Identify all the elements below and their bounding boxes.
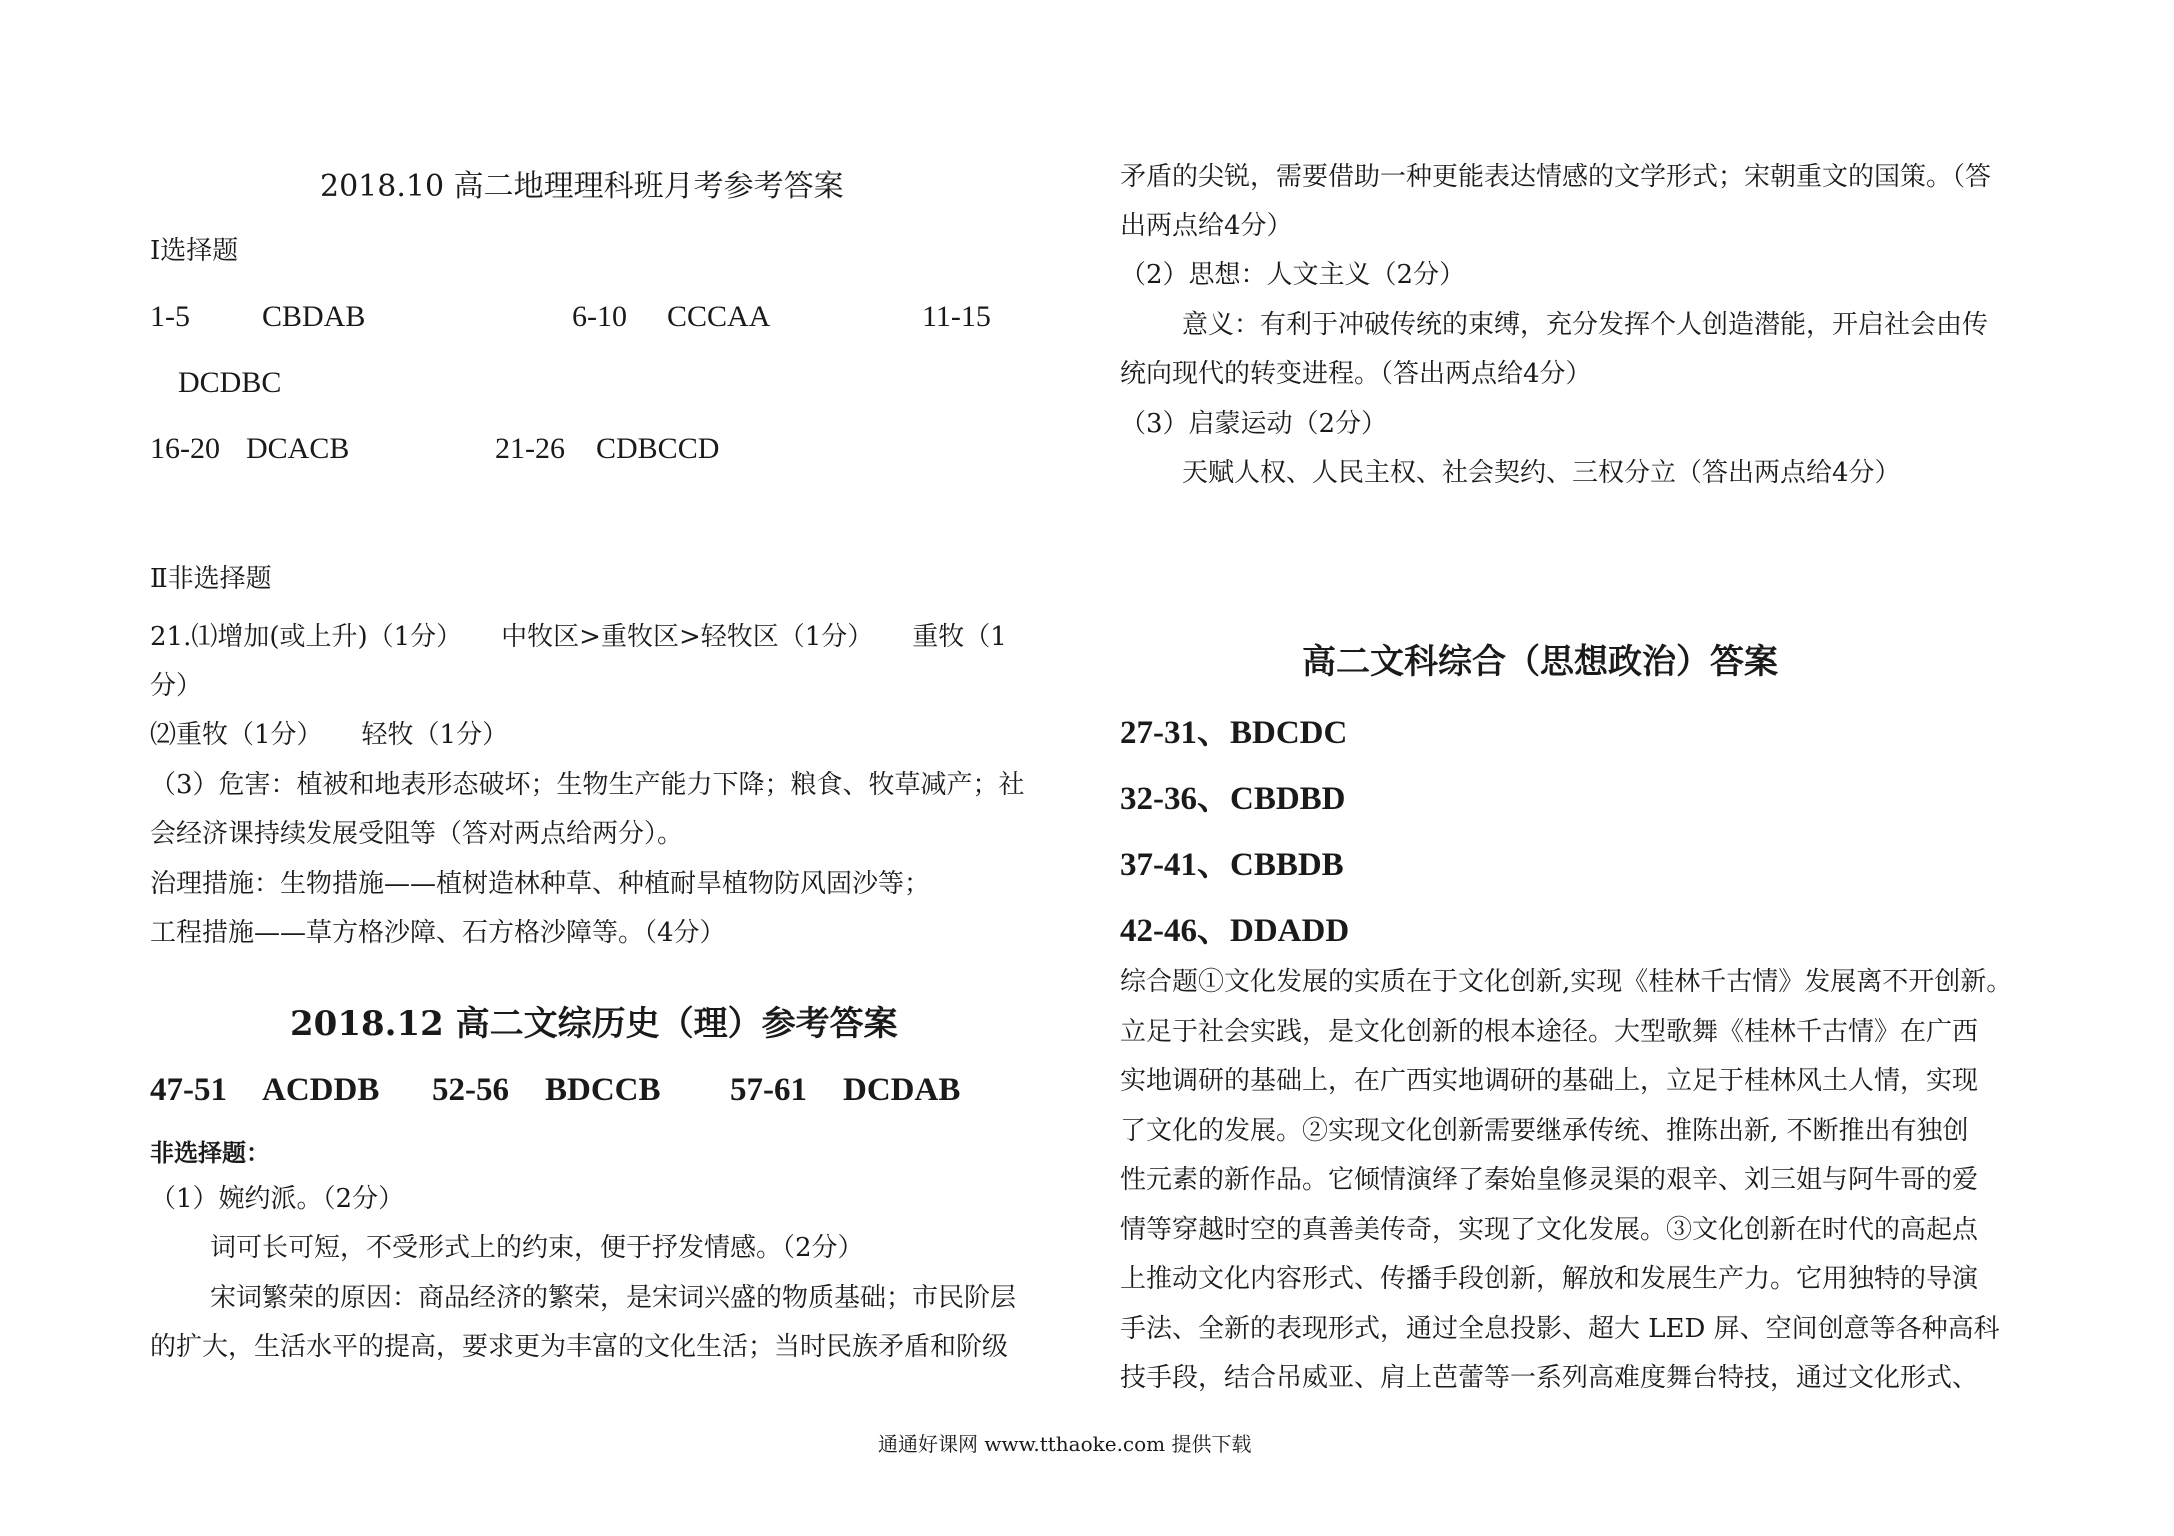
choice-answer: BDCCB [545,1072,661,1108]
choice-answer: CCCAA [667,300,771,333]
choice-range: 52-56 [432,1072,509,1108]
choice-answer: ACDDB [262,1072,380,1108]
choice-answer: CDBCCD [596,432,720,465]
text-line: 手法、全新的表现形式，通过全息投影、超大 LED 屏、空间创意等各种高科 [1120,1314,2000,1344]
text-line: 宋词繁荣的原因：商品经济的繁荣，是宋词兴盛的物质基础；市民阶层 [210,1283,1017,1313]
text-line: 综合题①文化发展的实质在于文化创新,实现《桂林千古情》发展离不开创新。 [1120,967,2013,997]
politics-title: 高二文科综合（思想政治）答案 [1302,642,1778,682]
text-line: 立足于社会实践，是文化创新的根本途径。大型歌舞《桂林千古情》在广西 [1120,1017,1979,1047]
text-line: 了文化的发展。②实现文化创新需要继承传统、推陈出新, 不断推出有独创 [1120,1116,1969,1146]
text-line: 情等穿越时空的真善美传奇，实现了文化发展。③文化创新在时代的高起点 [1120,1215,1979,1245]
geography-title: 2018.10 高二地理理科班月考参考答案 [320,169,844,204]
choice-range: 57-61 [730,1072,807,1108]
text-line: （3）危害：植被和地表形态破坏；生物生产能力下降；粮食、牧草减产；社 [150,770,1025,800]
history-title: 2018.12 高二文综历史（理）参考答案 [290,1004,898,1044]
choice-answer: 27-31、BDCDC [1120,715,1348,751]
text-line: （1）婉约派。（2分） [150,1184,405,1214]
text-line: 分） [150,671,203,701]
history-non-choice-heading: 非选择题： [150,1138,270,1167]
choice-range: 6-10 [572,300,627,333]
text-line: 天赋人权、人民主权、社会契约、三权分立（答出两点给4分） [1182,458,1901,488]
text-line: 意义：有利于冲破传统的束缚，充分发挥个人创造潜能，开启社会由传 [1182,310,1989,340]
text-line: 词可长可短，不受形式上的约束，便于抒发情感。（2分） [210,1233,864,1263]
text-line: 21.⑴增加(或上升)（1分） 中牧区>重牧区>轻牧区（1分） 重牧（1 [150,622,1007,652]
text-line: （2）思想：人文主义（2分） [1120,260,1466,290]
choice-range: 21-26 [495,432,565,465]
text-line: 统向现代的转变进程。（答出两点给4分） [1120,359,1592,389]
choice-answer: 32-36、CBDBD [1120,781,1346,817]
text-line: ⑵重牧（1分） 轻牧（1分） [150,720,509,750]
text-line: 矛盾的尖锐，需要借助一种更能表达情感的文学形式；宋朝重文的国策。（答 [1120,162,1992,192]
choice-answer: 42-46、DDADD [1120,913,1350,949]
choice-answer: 37-41、CBBDB [1120,847,1344,883]
section-choice-heading: Ⅰ选择题 [150,236,239,266]
choice-answer: DCDAB [843,1072,961,1108]
text-line: （3）启蒙运动（2分） [1120,409,1388,439]
text-line: 的扩大，生活水平的提高，要求更为丰富的文化生活；当时民族矛盾和阶级 [150,1332,1009,1362]
choice-range: 11-15 [922,300,991,333]
choice-range: 1-5 [150,300,190,333]
section-non-choice-heading: Ⅱ非选择题 [150,564,272,594]
text-line: 治理措施：生物措施——植树造林种草、种植耐旱植物防风固沙等； [150,869,931,899]
choice-range: 47-51 [150,1072,227,1108]
choice-answer: CBDAB [262,300,366,333]
text-line: 会经济课持续发展受阻等（答对两点给两分）。 [150,819,684,849]
text-line: 技手段，结合吊威亚、肩上芭蕾等一系列高难度舞台特技，通过文化形式、 [1120,1363,1979,1393]
choice-range: 16-20 [150,432,220,465]
footer-source: 通通好课网 www.tthaoke.com 提供下载 [878,1432,1252,1456]
text-line: 性元素的新作品。它倾情演绎了秦始皇修灵渠的艰辛、刘三姐与阿牛哥的爱 [1120,1165,1979,1195]
text-line: 上推动文化内容形式、传播手段创新，解放和发展生产力。它用独特的导演 [1120,1264,1979,1294]
text-line: 工程措施——草方格沙障、石方格沙障等。（4分） [150,918,726,948]
text-line: 出两点给4分） [1120,211,1293,241]
choice-answer: DCDBC [178,366,282,399]
choice-answer: DCACB [246,432,350,465]
text-line: 实地调研的基础上，在广西实地调研的基础上，立足于桂林风土人情，实现 [1120,1066,1979,1096]
